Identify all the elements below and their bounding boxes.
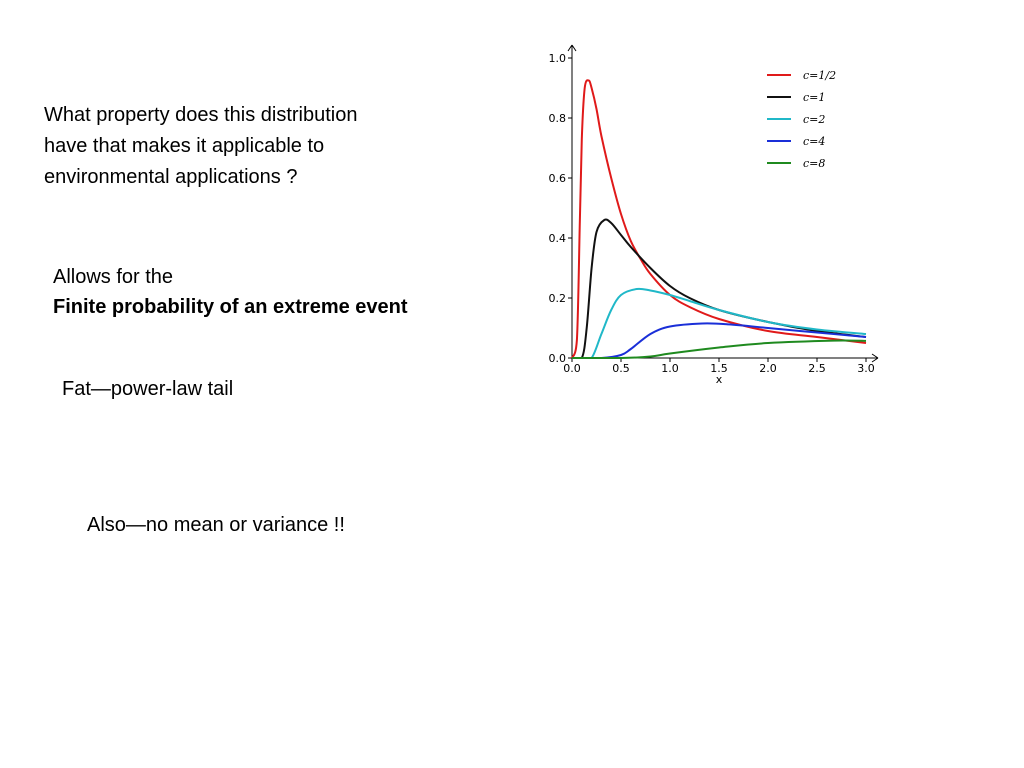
y-tick-label: 0.6 [548,172,566,185]
legend-label-1: c=1/2 [803,69,837,82]
x-tick-label: 0.5 [612,362,630,375]
legend-label-3: c=2 [803,113,826,126]
x-axis-label: x [715,373,723,386]
y-tick-label: 0.8 [548,112,566,125]
question-line-2: have that makes it applicable to [44,135,325,157]
x-tick-label: 1.0 [661,362,679,375]
y-tick-label: 0.4 [548,232,566,245]
legend-label-2: c=1 [803,91,826,104]
question-line-3: environmental applications ? [44,166,298,188]
finite-probability-text: Finite probability of an extreme event [53,296,408,318]
x-tick-label: 1.5 [710,362,728,375]
legend-label-5: c=8 [803,157,826,170]
x-tick-label: 0.0 [563,362,581,375]
distribution-chart [535,38,885,393]
question-text [44,100,358,193]
allows-text: Allows for the [53,266,174,288]
x-tick-label: 2.5 [808,362,826,375]
no-mean-variance-text: Also—no mean or variance !! [87,514,345,536]
x-tick-label: 2.0 [759,362,777,375]
y-tick-label: 1.0 [548,52,566,65]
question-line-1: What property does this distribution [44,104,358,126]
y-tick-label: 0.2 [548,292,566,305]
fat-tail-text: Fat—power-law tail [62,378,234,400]
x-tick-label: 3.0 [857,362,875,375]
legend-label-4: c=4 [803,135,826,148]
y-tick-label: 0.0 [548,352,566,365]
